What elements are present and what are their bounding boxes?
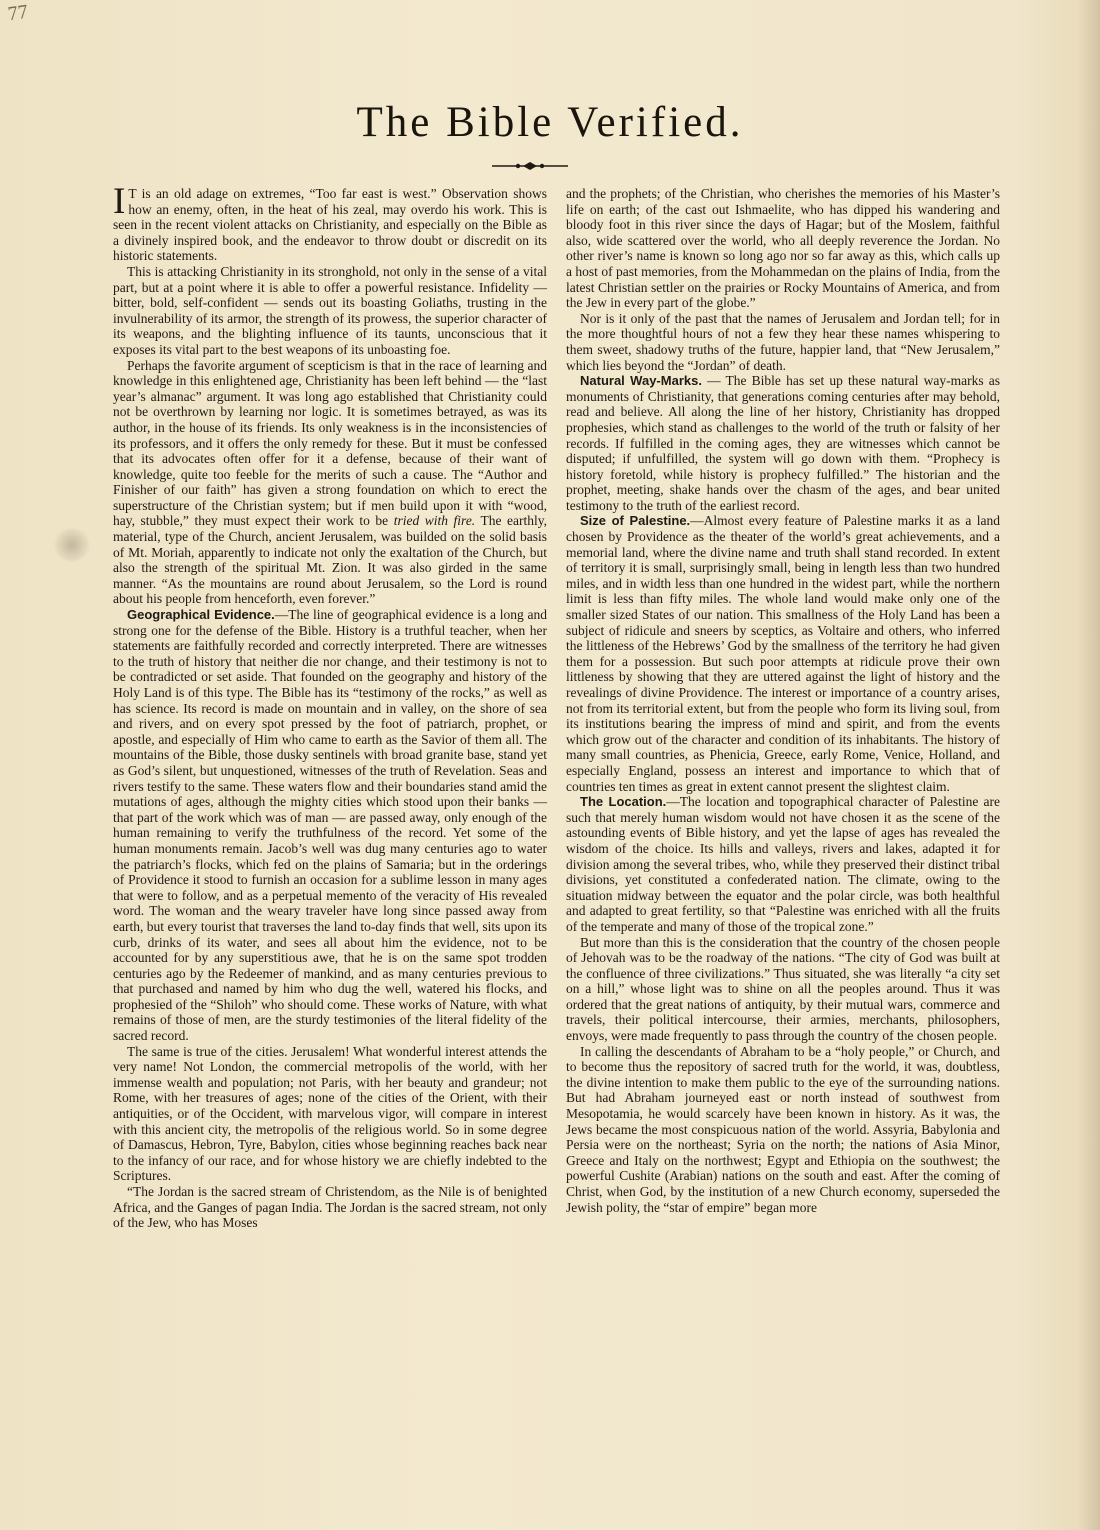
paragraph: Size of Palestine.—Almost every feature of Palestine marks it as a land chosen by Providence as the theater of the world’s great achievements, and a memorial land, where the divine name and truth shall stand recorded. In extent of territory it is small, surprisingly small, being in length less than two hundred miles, and in width less than one hundred in the widest part, while the northern limit is less than fifty miles. The whole land would make only one of the smaller sized States of our nation. This smallness of the Holy Land has been a subject of ridicule and sneers by sceptics, as Voltaire and others, who inferred the littleness of the Hebrews’ God by the smallness of the territory he had given them for a possession. But such poor attempts at ridicule prove their own littleness by showing that they are uttered against the light of history and the revealings of divine Providence. The interest or importance of a country arises, not from its territorial extent, but from the people who form its living soul, from its institutions bearing the impress of mind and spirit, and from the events which grow out of the character and condition of its inhabitants. The history of many small countries, as Phenicia, Greece, early Rome, Venice, Holland, and especially England, possess an interest and importance to which that of countries ten times as great in extent cannot present the slightest claim. — [566, 513, 1001, 794]
paragraph: “The Jordan is the sacred stream of Christendom, as the Nile is of benighted Africa, and the Ganges of pagan India. The Jordan is the sacred stream, not only of the Jew, who has Moses — [113, 1184, 547, 1231]
paragraph: Perhaps the favorite argument of scepticism is that in the race of learning and knowledge in this enlightened age, Christianity has been left behind — the “last year’s almanac” argument. It was long ago established that Christianity could not be overthrown by learning nor logic. It is sometimes betrayed, as was its author, in the house of its friends. Its only weakness is in the inconsistencies of its professors, and it offers the only remedy for these. But it must be confessed that its advocates often offer for it a defense, because of their want of knowledge, quite too feeble for the merits of such a cause. The “Author and Finisher of our faith” has given a strong foundation on which to erect the superstructure of the Christian system; but if men build upon it with “wood, hay, stubble,” they must expect their work to be tried with fire. The earthly, material, type of the Church, ancient Jerusalem, was builded on the solid basis of Mt. Moriah, apparently to indicate not only the exaltation of the Church, but also the strength of the spiritual Mt. Zion. It was also girded in the same manner. “As the mountains are round about Jerusalem, so the Lord is round about his people from henceforth, even forever.” — [113, 357, 548, 607]
page-edge-shadow — [1078, 0, 1100, 1530]
paragraph: This is attacking Christianity in its stronghold, not only in the sense of a vital part, but at a point where it is able to offer a powerful resistance. Infidelity — bitter, bold, self-confident — sends out its boasting Goliaths, trusting in the invulnerability of its armor, the strength of its prowess, the superior character of its weapons, and the blighting influence of its taunts, unconscious that it exposes its vital part to the best weapons of its unboasting foe. — [113, 263, 547, 357]
paragraph: and the prophets; of the Christian, who cherishes the memories of his Master’s life on earth; of the cast out Ishmaelite, who has dipped his wandering and bloody foot in this river since the days of Hagar; but of the Moslem, faithful also, wide scattered over the world, who all deeply reverence the Jordan. No other river’s name is known so long ago nor so far away as this, which calls up a host of past memories, from the Mohammedan on the plains of India, from the latest Christian settler on the prairies or Rocky Mountains of America, and from the Jew in every part of the globe.” — [566, 186, 1000, 311]
drop-cap: I — [113, 181, 126, 222]
left-column — [113, 181, 548, 1231]
right-column — [566, 186, 1000, 1215]
page-stain — [52, 528, 92, 562]
paragraph: The same is true of the cities. Jerusalem! What wonderful interest attends the very name! Not London, the commercial metropolis of the world, with her immense wealth and population; not Paris, with her beauty and grandeur; not Rome, with her treasures of ages; none of the cities of the Orient, with their antiquities, or of the Occident, with marvelous vigor, will compare in interest with this ancient city, the metropolis of the religious world. So in some degree of Damascus, Hebron, Tyre, Babylon, cities whose beginning reaches back near to the infancy of our race, and for whose history we are chiefly indebted to the Scriptures. — [113, 1043, 547, 1184]
paragraph: In calling the descendants of Abraham to be a “holy people,” or Church, and to become thus the repository of sacred truth for the world, it was, doubtless, the divine intention to make them public to the eye of the surrounding nations. But had Abraham journeyed east or north instead of southwest from Mesopotamia, he would scarcely have been known in history. As it was, the Jews became the most conspicuous nation of the world. Assyria, Babylonia and Persia were on the northeast; Syria on the north; the nations of Asia Minor, Greece and Italy on the northwest; Egypt and Ethiopia on the southwest; the powerful Cushite (Arabian) nations on the south and east. After the coming of Christ, when God, by the institution of a new Church economy, superseded the Jewish polity, the “star of empire” began more — [566, 1043, 1000, 1215]
section-heading: The Location. — [580, 794, 667, 810]
paragraph: I T is an old adage on extremes, “Too far east is west.” Observation shows how an enemy, often, in the heat of his zeal, may overdo his work. This is seen in the recent violent attacks on Christianity, and especially on the Bible as a divinely inspired book, and the endeavor to throw doubt or discredit on its historic statements. — [113, 181, 547, 264]
paragraph: Geographical Evidence.—The line of geographical evidence is a long and strong one for the defense of the Bible. History is a truthful teacher, when her statements are faithfully recorded and correctly interpreted. There are witnesses to the truth of history that neither die nor change, and their testimony is not to be contradicted or set aside. That founded on the geography and history of the Holy Land is of this type. The Bible has its “testimony of the rocks,” as well as has science. Its record is made on mountain and in valley, on the shore of sea and rivers, and on every spot pressed by the foot of patriarch, prophet, or apostle, and especially of Him who came to earth as the Savior of them all. The mountains of the Bible, those dusky sentinels with broad granite base, stand yet as God’s silent, but unquestioned, witnesses of the truth of Revelation. Seas and rivers testify to the same. These waters flow and their boundaries stand amid the mutations of ages, although the mighty cities which stood upon their banks — that part of the work which was of man — are passed away, only enough of the human remaining to verify the truthfulness of the record. Yet some of the human monuments remain. Jacob’s well was dug many centuries ago to water the patriarch’s flocks, which fed on the plains of Samaria; but in the orderings of Providence it stood to furnish an occasion for a sublime lesson in many ages that were to follow, and as a perpetual memento of the veracity of His revealed word. The woman and the weary traveler have long since passed away from earth, but every tourist that traverses the land to-day finds that well, sits upon its curb, drinks of its water, and sees all about him the evidence, not to be accounted for by any superstitious awe, that he is on the same spot trodden centuries ago by the Redeemer of mankind, and as many centuries previous to that purchased and named by him who dug the well, watered his flocks, and prophesied of the “Shiloh” who should come. These works of Nature, with what remains of those of men, are the sturdy testimonies of the literal fidelity of the sacred record. — [113, 607, 548, 1044]
paragraph: Nor is it only of the past that the names of Jerusalem and Jordan tell; for in the more thoughtful hours of not a few they hear these names whispering to them sweet, shadowy truths of the future, happier land, that “New Jerusalem,” which lies beyond the “Jordan” of death. — [566, 310, 1000, 373]
section-heading: Geographical Evidence. — [127, 607, 275, 623]
page-title: The Bible Verified. — [356, 99, 744, 146]
section-heading: Size of Palestine. — [580, 513, 691, 529]
paragraph: But more than this is the consideration that the country of the chosen people of Jehovah was to be the roadway of the nations. “The city of God was built at the confluence of three civilizations.” Thus situated, she was literally “a city set on a hill,” whose light was to shine on all the peoples around. Thus it was ordered that the great nations of antiquity, by their mutual wars, commerce and travels, their political intercourse, their armies, merchants, philosophers, envoys, were made frequently to pass through the country of the chosen people. — [566, 934, 1000, 1044]
paragraph: Natural Way-Marks. — The Bible has set up these natural way-marks as monuments of Christianity, that generations coming centuries after may behold, read and believe. All along the line of her history, Christianity has dropped prophesies, which stand as challenges to the world of the truth or falsity of her records. If fulfilled in the coming ages, they are witnesses which cannot be disputed; if unfulfilled, the system will go down with them. “Prophecy is history foretold, while history is prophecy fulfilled.” The historian and the prophet, meeting, shake hands over the chasm of the ages, and bear united testimony to the truth of the earliest record. — [566, 373, 1000, 513]
corner-mark: 77 — [6, 0, 30, 26]
section-heading: Natural Way-Marks. — [580, 373, 702, 389]
paragraph: The Location.—The location and topographical character of Palestine are such that merely human wisdom would not have chosen it as the scene of the astounding events of Bible history, and yet the lapse of ages has revealed the wisdom of the choice. Its hills and valleys, rivers and lakes, adapted it for division among the several tribes, who, while they preserved their distinct tribal divisions, yet constituted a confederated nation. The climate, owing to the situation midway between the equator and the polar circle, was both healthful and adapted to great fertility, so that “Palestine was enriched with all the fruits of the temperate and many of those of the tropical zone.” — [566, 794, 1001, 934]
title-ornament — [490, 160, 570, 172]
